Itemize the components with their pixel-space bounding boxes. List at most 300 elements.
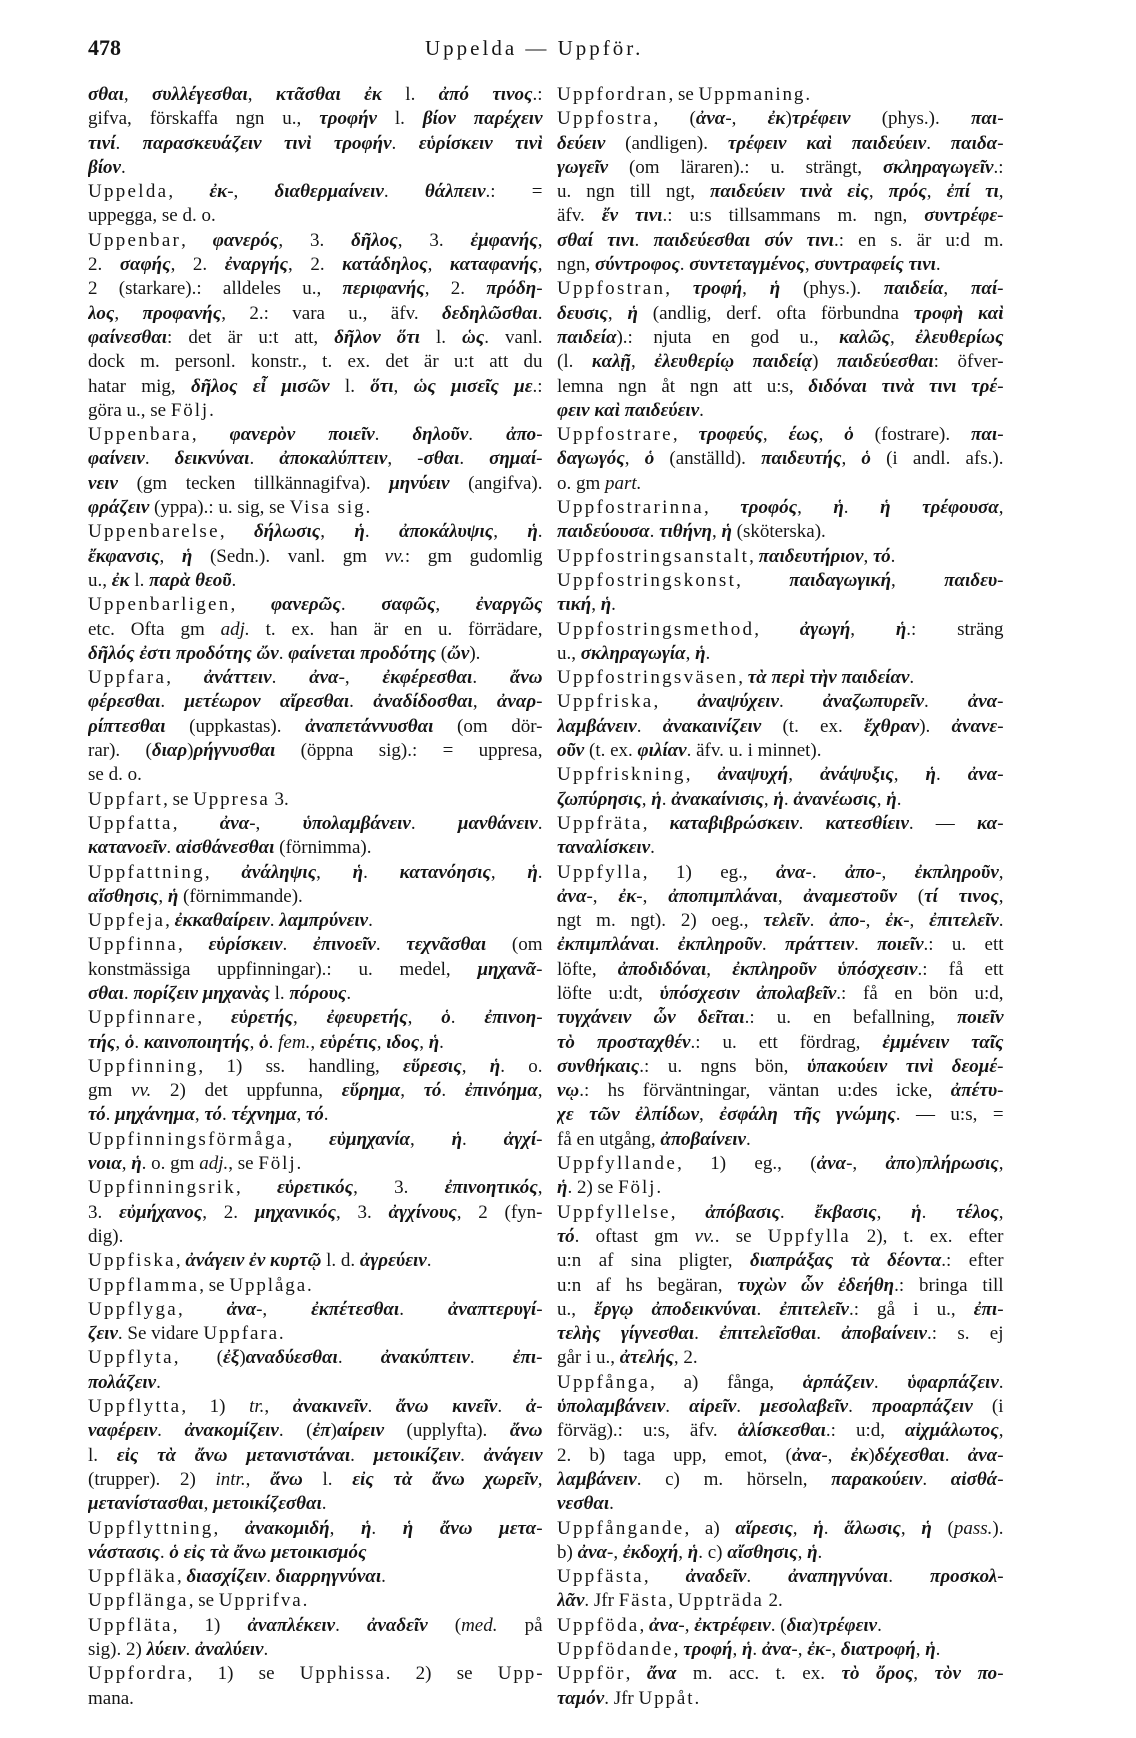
dictionary-line [88,788,543,812]
entry-text: φειν καὶ παιδεύειν. [557,399,704,421]
entry-text: u. ngn till ngt, παιδεύειν τινὰ εἰς, πρός, ἐπί τι, [557,181,1004,203]
line-content [88,593,543,617]
dictionary-line [88,1662,543,1686]
entry-text: γωγεῖν (om läraren).: u. strängt, σκληραγωγεῖν.: [557,156,1004,178]
dictionary-line [557,1541,1004,1565]
dictionary-line [88,277,543,301]
line-content [88,1419,543,1443]
dictionary-line [557,958,1004,982]
line-content [557,472,641,496]
entry-text: τό. μηχάνημα, τό. τέχνημα, τό. [88,1104,329,1126]
dictionary-line [557,836,1004,860]
dictionary-line [557,1589,1004,1613]
dictionary-line [88,1492,543,1516]
entry-text: , εὑρετής, ἐφευρετής, ὁ. ἐπινοη- [197,1007,543,1029]
dictionary-line [557,1517,1004,1541]
entry-text: τυγχάνειν ὧν δεῖται.: u. en befallning, ποιεῖν [557,1007,1004,1029]
dictionary-line [88,1103,543,1127]
dictionary-line [88,1444,543,1468]
entry-text: , se Upprifva. [188,1590,308,1612]
dictionary-line [88,1541,543,1565]
dictionary-line [88,375,543,399]
line-content [557,1419,1004,1443]
line-content [88,1687,134,1711]
dictionary-line [88,1395,543,1419]
entry-text: o. gm part. [557,472,642,494]
dictionary-line [557,496,1004,520]
dictionary-line [88,204,543,228]
line-content [557,1395,1004,1419]
line-content [88,1517,543,1541]
entry-text: , ἀναψυχή, ἀνάψυξις, ἡ. ἀνα- [685,764,1004,786]
entry-text: ἀνα-, ἐκ-, ἀποπιμπλάναι, ἀναμεστοῦν (τί τινος, [557,885,1004,907]
entry-text: τής, ὁ. καινοποιητής, ὁ. fem., εὑρέτις, ιδος, ἡ. [88,1031,444,1053]
line-content [557,1468,1004,1492]
entry-text: (trupper). 2) intr., ἄνω l. εἰς τὰ ἄνω χωρεῖν, [88,1468,543,1490]
line-content [88,1468,543,1492]
dictionary-line [557,1152,1004,1176]
entry-text: hatar mig, δῆλος εἶ μισῶν l. ὅτι, ὡς μισεῖς με.: [88,375,543,397]
headword: Uppfostringsanstalt [557,545,750,567]
entry-text: , καταβιβρώσκειν. κατεσθίειν. — κα- [642,812,1004,834]
line-content [88,423,543,447]
entry-text: λαμβάνειν. c) m. hörseln, παρακούειν. αἰσθά- [557,1468,1004,1490]
entry-text: etc. Ofta gm adj. t. ex. han är en u. förrädare, [88,618,543,640]
entry-text: , εὑρετικός, 3. ἐπινοητικός, [236,1177,543,1199]
entry-text: , 1) eg., (ἀνα-, ἀπο)πλήρωσις, [677,1153,1004,1175]
entry-text: , ἀνάγειν ἐν κυρτῷ l. d. ἀγρεύειν. [175,1250,432,1272]
entry-text: ἡ. 2) se Följ. [557,1177,662,1199]
entry-text: rar). (διαρ)ρήγνυσθαι (öppna sig).: = uppresa, [88,740,543,762]
line-content [88,302,543,326]
line-content [557,812,1004,836]
headword: Uppfinningsrik [88,1177,237,1199]
dictionary-line [557,1176,1004,1200]
line-content [88,399,214,423]
dictionary-line [557,399,1004,423]
entry-text: , εὑρίσκειν. ἐπινοεῖν. τεχνᾶσθαι (om [178,934,543,956]
dictionary-line [88,812,543,836]
headword: Uppfostran [557,278,666,300]
dictionary-line [88,593,543,617]
line-content [88,1371,161,1395]
dictionary-line [557,982,1004,1006]
line-content [88,326,543,350]
line-content [557,982,1004,1006]
entry-text: , φανερῶς. σαφῶς, ἐναργῶς [230,594,543,616]
dictionary-line [557,1006,1004,1030]
entry-text: u:n af hs begäran, τυχὼν ὧν ἐδεήθη.: bringa till [557,1274,1004,1296]
line-content [88,1249,431,1273]
line-content [88,1322,284,1346]
entry-text: , ἀνάληψις, ἡ. κατανόησις, ἡ. [204,861,543,883]
headword: Uppfostringsväsen [557,667,739,689]
dictionary-line [557,909,1004,933]
dictionary-line [557,1298,1004,1322]
line-content [88,1492,327,1516]
headword: Uppfångande [557,1517,685,1539]
dictionary-line [88,861,543,885]
headword: Uppför [557,1663,626,1685]
dictionary-line [557,1103,1004,1127]
entry-text: ἐκπιμπλάναι. ἐκπληροῦν. πράττειν. ποιεῖν.: u. ett [557,934,1004,956]
line-content [88,180,543,204]
headword: Uppfräta [557,812,643,834]
entry-text: δῆλός ἐστι προδότης ὤν. φαίνεται προδότης (ὤν). [88,642,481,664]
line-content [557,569,1004,593]
entry-text: , ἀπόβασις. ἔκβασις, ἡ. τέλος, [670,1201,1004,1223]
line-content [88,277,543,301]
dictionary-line [557,1201,1004,1225]
line-content [557,229,1004,253]
entry-text: mana. [88,1687,134,1709]
dictionary-line [88,1517,543,1541]
line-content [557,836,655,860]
entry-text: τελὴς γίγνεσθαι. ἐπιτελεῖσθαι. ἀποβαίνειν.: s. ej [557,1323,1004,1345]
entry-text: παιδεία).: njuta en god u., καλῶς, ἐλευθερίως [557,326,1004,348]
line-content [557,1103,1004,1127]
line-content [557,277,1004,301]
entry-text: l. εἰς τὰ ἄνω μετανιστάναι. μετοικίζειν. ἀνάγειν [88,1444,543,1466]
line-content [88,885,303,909]
dictionary-line [88,399,543,423]
entry-text: χε τῶν ἐλπίδων, ἐσφάλη τῆς γνώμης. — u:s, = [557,1104,1004,1126]
dictionary-line [557,788,1004,812]
dictionary-line [88,1006,543,1030]
entry-text: , παιδευτήριον, τό. [749,545,896,567]
dictionary-line [557,302,1004,326]
line-content [557,1152,1004,1176]
entry-text: ὑπολαμβάνειν. αἱρεῖν. μεσολαβεῖν. προαρπάζειν (i [557,1396,1004,1418]
line-content [88,545,543,569]
headword: Uppenbara [88,424,192,446]
dictionary-line [88,472,543,496]
line-content [557,447,1004,471]
line-content [557,763,1004,787]
entry-text: , τὰ περὶ τὴν παιδείαν. [738,667,915,689]
entry-text: φέρεσθαι. μετέωρον αἴρεσθαι. ἀναδίδοσθαι, ἀναρ- [88,691,543,713]
dictionary-line [88,958,543,982]
entry-text: , ἐκκαθαίρειν. λαμπρύνειν. [165,910,373,932]
entry-text: , τροφός, ἡ. ἡ τρέφουσα, [703,497,1004,519]
entry-text: , παιδαγωγική, παιδευ- [736,569,1004,591]
dictionary-line [557,1419,1004,1443]
line-content [88,229,543,253]
headword: Uppfattning [88,861,205,883]
dictionary-line [88,180,543,204]
dictionary-line [88,447,543,471]
line-content [557,618,1004,642]
entry-text: , ἀνα-, ἐκπέτεσθαι. ἀναπτερυγί- [178,1298,543,1320]
line-content [557,496,1004,520]
dictionary-line [88,618,543,642]
entry-text: , 1) ss. handling, εὕρεσις, ἡ. o. [198,1055,543,1077]
dictionary-line [557,1079,1004,1103]
line-content [557,1589,783,1613]
dictionary-line [88,569,543,593]
dictionary-line [88,1225,543,1249]
line-content [557,423,1004,447]
line-content [88,520,543,544]
line-content [557,715,1004,739]
headword: Uppenbarligen [88,594,231,616]
headword: Uppfödande [557,1639,674,1660]
line-content [557,399,704,423]
dictionary-line [88,496,543,520]
headword: Uppfostringskonst [557,569,737,591]
line-content [88,739,543,763]
entry-text: , se Uppresa 3. [163,788,289,810]
dictionary-line [88,1346,543,1370]
line-content [88,1274,312,1298]
entry-text: ngt m. ngt). 2) oeg., τελεῖν. ἀπο-, ἐκ-, ἐπιτελεῖν. [557,910,1004,932]
dictionary-line [88,1274,543,1298]
line-content [557,885,1004,909]
entry-text: , 1) se Upphissa. 2) se Upp- [187,1663,543,1685]
headword: Uppenbarelse [88,521,220,543]
dictionary-line [88,1638,543,1662]
line-content [88,156,126,180]
dictionary-line [557,132,1004,156]
headword: Uppfylla [557,861,643,883]
dictionary-line [88,739,543,763]
dictionary-line [88,132,543,156]
line-content [88,690,543,714]
dictionary-line [557,83,1004,107]
dictionary-line [88,423,543,447]
entry-text: , (ἐξ)αναδύεσθαι. ἀνακύπτειν. ἐπι- [173,1347,543,1369]
entry-text: σθαι. πορίζειν μηχανὰς l. πόρους. [88,982,352,1004]
headword: Uppfart [88,788,164,810]
dictionary-line [88,1322,543,1346]
line-content [88,107,543,131]
line-content [88,1055,543,1079]
line-content [88,569,236,593]
dictionary-line [88,909,543,933]
dictionary-line [557,545,1004,569]
line-content [88,1225,123,1249]
dictionary-line [88,520,543,544]
entry-text: lemna ngn åt ngn att u:s, διδόναι τινὰ τινι τρέ- [557,375,1004,397]
line-content [557,375,1004,399]
dictionary-line [557,812,1004,836]
line-content [557,1201,1004,1225]
headword: Uppfordra [88,1663,188,1685]
headword: Uppfläta [88,1614,173,1636]
entry-text: u:n af sina pligter, διαπράξας τὰ δέοντα.: efter [557,1250,1004,1272]
line-content [557,1006,1004,1030]
line-content [88,861,543,885]
entry-text: , a) αἵρεσις, ἡ. ἅλωσις, ἡ (pass.). [684,1517,1004,1539]
entry-text: , ἀνα-, ὑπολαμβάνειν. μανθάνειν. [172,812,543,834]
dictionary-line [557,375,1004,399]
line-content [557,1517,1004,1541]
entry-text: , ἄνα m. acc. t. ex. τὸ ὄρος, τὸν πο- [625,1663,1004,1685]
headword: Uppfyllande [557,1153,678,1175]
headword: Uppfara [88,667,167,689]
entry-text: , se Uppmaning. [668,84,811,105]
line-content [88,812,543,836]
dictionary-line [557,1274,1004,1298]
entry-text: få en utgång, ἀποβαίνειν. [557,1128,751,1150]
dictionary-line [88,1055,543,1079]
dictionary-line [557,253,1004,277]
dictionary-line [557,666,1004,690]
dictionary-line [557,642,1004,666]
line-content [557,520,826,544]
headword: Uppfyllelse [557,1201,671,1223]
headword: Uppfiska [88,1250,176,1272]
dictionary-line [88,1249,543,1273]
line-content [557,1225,1004,1249]
dictionary-line [88,836,543,860]
line-content [88,253,543,277]
line-content [88,715,543,739]
entry-text: λᾶν. Jfr Fästa, Uppträda 2. [557,1590,783,1612]
dictionary-line [557,447,1004,471]
entry-text: , se Upplåga. [199,1274,312,1296]
line-content [557,1322,1004,1346]
entry-text: u., ἔργῳ ἀποδεικνύναι. ἐπιτελεῖν.: gå i u., ἐπι- [557,1298,1004,1320]
entry-text: 2. σαφής, 2. ἐναργής, 2. κατάδηλος, καταφανής, [88,254,543,276]
entry-text: τική, ἡ. [557,594,616,616]
right-column [557,83,1004,1711]
line-content [88,83,543,107]
dictionary-line [88,763,543,787]
entry-text: , 1) ἀναπλέκειν. ἀναδεῖν (med. på [172,1614,543,1636]
line-content [557,1346,698,1370]
dictionary-line [557,423,1004,447]
headword: Uppfläka [88,1566,177,1588]
dictionary-line [557,180,1004,204]
dictionary-line [557,1225,1004,1249]
line-content [557,642,710,666]
entry-text: 2 (starkare).: alldeles u., περιφανής, 2. πρόδη- [88,278,543,300]
dictionary-line [88,1468,543,1492]
dictionary-line [557,204,1004,228]
line-content [557,1565,1004,1589]
entry-text: , a) fånga, ἁρπάζειν. ὑφαρπάζειν. [650,1371,1004,1393]
line-content [88,618,543,642]
dictionary-line [557,1662,1004,1686]
dictionary-line [557,739,1004,763]
entry-text: , ἀνα-, ἐκτρέφειν. (δια)τρέφειν. [639,1614,882,1636]
line-content [88,1128,543,1152]
line-content [88,1201,543,1225]
entry-text: , τροφή, ἡ. ἀνα-, ἐκ-, διατροφή, ἡ. [673,1639,941,1660]
headword: Uppflyttning [88,1517,214,1539]
line-content [557,1128,751,1152]
entry-text: νειν (gm tecken tillkännagifva). μηνύειν (angifva). [88,472,543,494]
dictionary-line [557,1055,1004,1079]
line-content [557,253,941,277]
dictionary-line [557,1468,1004,1492]
line-content [88,1176,543,1200]
line-content [557,302,1004,326]
line-content [557,1298,1004,1322]
entry-text: , τροφή, ἡ (phys.). παιδεία, παί- [665,278,1004,300]
line-content [88,666,543,690]
entry-text: βίον. [88,156,126,178]
dictionary-line [88,253,543,277]
entry-text: göra u., se Följ. [88,399,214,421]
line-content [88,1103,328,1127]
entry-text: uppegga, se d. o. [88,205,216,227]
entry-text: äfv. ἔν τινι.: u:s tillsammans m. ngn, συντρέφε- [557,205,1004,227]
dictionary-line [88,156,543,180]
line-content [557,156,1004,180]
line-content [88,1152,301,1176]
dictionary-line [557,593,1004,617]
headword: Uppfeja [88,910,166,932]
line-content [557,909,1004,933]
entry-text: , φανερὸν ποιεῖν. δηλοῦν. ἀπο- [191,424,543,446]
headword: Uppfinning [88,1055,199,1077]
line-content [88,909,373,933]
headword: Uppfästa [557,1566,644,1588]
entry-text: φαίνειν. δεικνύναι. ἀποκαλύπτειν, -σθαι. σημαί- [88,448,543,470]
entry-text: τό. oftast gm vv.. se Uppfylla 2), t. ex. efter [557,1225,1004,1247]
line-content [88,132,543,156]
line-content [88,204,216,228]
entry-text: , 1) eg., ἀνα-. ἀπο-, ἐκπληροῦν, [642,861,1004,883]
line-content [557,107,1004,131]
line-content [88,1662,543,1686]
dictionary-line [88,229,543,253]
line-content [557,350,1004,374]
dictionary-line [557,1614,1004,1638]
line-content [557,1638,940,1662]
entry-text: , δήλωσις, ἡ. ἀποκάλυψις, ἡ. [219,521,543,543]
entry-text: , ἀνάττειν. ἀνα-, ἐκφέρεσθαι. ἄνω [166,667,543,689]
line-content [88,1346,543,1370]
line-content [88,496,370,520]
entry-text: δεύειν (andligen). τρέφειν καὶ παιδεύειν. παιδα- [557,132,1004,154]
line-content [557,1541,822,1565]
line-content [557,958,1004,982]
line-content [88,447,543,471]
dictionary-line [88,350,543,374]
line-content [557,132,1004,156]
entry-text: ταναλίσκειν. [557,837,655,859]
headword: Uppföda [557,1614,640,1636]
running-head: Uppelda — Uppför. [425,36,644,60]
line-content [557,1687,699,1711]
left-column [88,83,543,1711]
line-content [557,933,1004,957]
line-content [557,690,1004,714]
line-content [88,1444,543,1468]
dictionary-line [557,885,1004,909]
line-content [88,1079,543,1103]
line-content [88,350,543,374]
entry-text: , εὐμηχανία, ἡ. ἀγχί- [287,1128,543,1150]
entry-text: λος, προφανής, 2.: vara u., äfv. δεδηλῶσθαι. [88,302,543,324]
dictionary-line [88,690,543,714]
dictionary-line [88,885,543,909]
entry-text: går i u., ἀτελής, 2. [557,1347,698,1369]
dictionary-line [88,1565,543,1589]
entry-text: κατανοεῖν. αἰσθάνεσθαι (förnimma). [88,837,372,859]
line-content [557,1371,1004,1395]
dictionary-line [557,763,1004,787]
entry-text: förväg).: u:s, äfv. ἁλίσκεσθαι.: u:d, αἰχμάλωτος, [557,1420,1004,1442]
dictionary-line [557,861,1004,885]
line-content [88,1638,268,1662]
dictionary-line [88,1128,543,1152]
dictionary-line [557,1128,1004,1152]
line-content [88,1614,543,1638]
